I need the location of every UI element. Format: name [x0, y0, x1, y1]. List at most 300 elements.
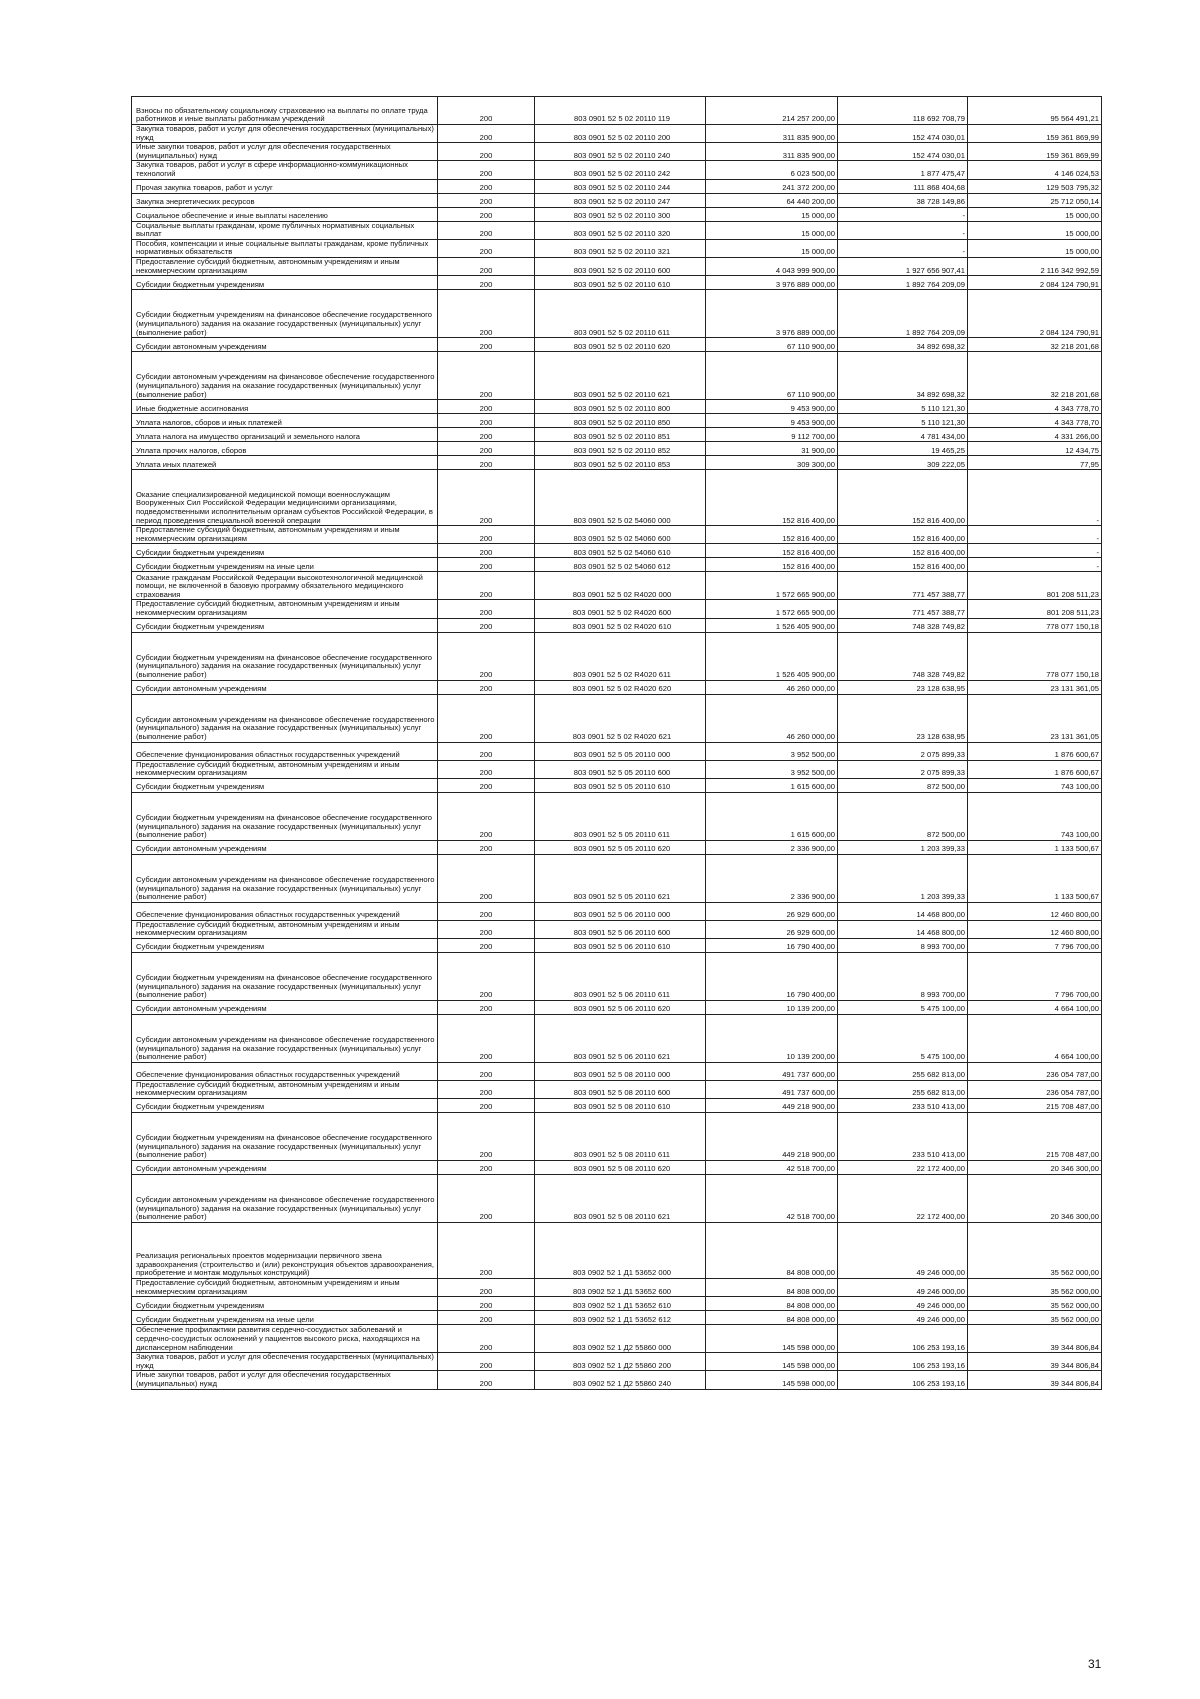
- table-row: [132, 1223, 1102, 1279]
- row-remaining-cell: 1 876 600,67: [968, 760, 1102, 778]
- row-code-cell: 200: [438, 792, 535, 840]
- table-row: [132, 760, 1102, 778]
- row-name-cell: Предоставление субсидий бюджетным, автономным учреждениям и иным некоммерческим организациям: [132, 920, 438, 938]
- row-code-cell: 200: [438, 742, 535, 760]
- row-remaining-cell: 1 133 500,67: [968, 840, 1102, 854]
- row-remaining-cell: 15 000,00: [968, 239, 1102, 257]
- row-name-cell: Субсидии автономным учреждениям: [132, 680, 438, 694]
- row-remaining-cell: 77,95: [968, 456, 1102, 470]
- row-name-cell: Предоставление субсидий бюджетным, автономным учреждениям и иным некоммерческим организациям: [132, 1279, 438, 1297]
- row-kbk-cell: 803 0901 52 5 02 20110 300: [535, 207, 706, 221]
- row-executed-cell: 152 474 030,01: [838, 143, 968, 161]
- row-remaining-cell: 801 208 511,23: [968, 600, 1102, 618]
- row-name-cell: Субсидии автономным учреждениям: [132, 840, 438, 854]
- row-approved-cell: 311 835 900,00: [706, 125, 838, 143]
- row-remaining-cell: 743 100,00: [968, 778, 1102, 792]
- row-code-cell: 200: [438, 352, 535, 400]
- row-executed-cell: 152 474 030,01: [838, 125, 968, 143]
- row-code-cell: 200: [438, 778, 535, 792]
- row-remaining-cell: -: [968, 558, 1102, 572]
- row-code-cell: 200: [438, 456, 535, 470]
- table-row: [132, 1279, 1102, 1297]
- row-approved-cell: 2 336 900,00: [706, 840, 838, 854]
- row-name-cell: Предоставление субсидий бюджетным, автономным учреждениям и иным некоммерческим организациям: [132, 526, 438, 544]
- budget-execution-table: [131, 96, 1102, 1390]
- table-row: [132, 840, 1102, 854]
- row-code-cell: 200: [438, 1311, 535, 1325]
- row-name-cell: Уплата налога на имущество организаций и земельного налога: [132, 428, 438, 442]
- table-row: [132, 938, 1102, 952]
- row-remaining-cell: 4 664 100,00: [968, 1014, 1102, 1062]
- row-executed-cell: 1 927 656 907,41: [838, 257, 968, 275]
- row-executed-cell: 152 816 400,00: [838, 544, 968, 558]
- table-row: [132, 1000, 1102, 1014]
- row-executed-cell: 34 892 698,32: [838, 338, 968, 352]
- row-executed-cell: 2 075 899,33: [838, 760, 968, 778]
- row-name-cell: Субсидии бюджетным учреждениям: [132, 938, 438, 952]
- row-code-cell: 200: [438, 1062, 535, 1080]
- row-remaining-cell: 2 116 342 992,59: [968, 257, 1102, 275]
- row-executed-cell: 748 328 749,82: [838, 632, 968, 680]
- row-kbk-cell: 803 0901 52 5 02 20110 240: [535, 143, 706, 161]
- row-remaining-cell: 20 346 300,00: [968, 1161, 1102, 1175]
- row-code-cell: 200: [438, 338, 535, 352]
- row-name-cell: Субсидии бюджетным учреждениям: [132, 276, 438, 290]
- row-approved-cell: 9 112 700,00: [706, 428, 838, 442]
- row-remaining-cell: 35 562 000,00: [968, 1279, 1102, 1297]
- row-kbk-cell: 803 0902 52 1 Д2 55860 240: [535, 1371, 706, 1389]
- table-row: [132, 1325, 1102, 1353]
- table-row: [132, 558, 1102, 572]
- row-kbk-cell: 803 0901 52 5 02 20110 320: [535, 221, 706, 239]
- row-remaining-cell: 35 562 000,00: [968, 1297, 1102, 1311]
- row-approved-cell: 152 816 400,00: [706, 470, 838, 526]
- row-code-cell: 200: [438, 694, 535, 742]
- row-code-cell: 200: [438, 442, 535, 456]
- row-remaining-cell: 12 460 800,00: [968, 902, 1102, 920]
- row-code-cell: 200: [438, 544, 535, 558]
- row-code-cell: 200: [438, 414, 535, 428]
- row-approved-cell: 1 615 600,00: [706, 792, 838, 840]
- row-name-cell: Пособия, компенсации и иные социальные выплаты гражданам, кроме публичных нормативных обязательств: [132, 239, 438, 257]
- row-executed-cell: 748 328 749,82: [838, 618, 968, 632]
- row-code-cell: 200: [438, 428, 535, 442]
- row-remaining-cell: 159 361 869,99: [968, 125, 1102, 143]
- table-row: [132, 400, 1102, 414]
- row-code-cell: 200: [438, 854, 535, 902]
- budget-table-sheet: [131, 96, 1101, 1390]
- row-executed-cell: 1 203 399,33: [838, 840, 968, 854]
- row-name-cell: Обеспечение функционирования областных государственных учреждений: [132, 742, 438, 760]
- row-approved-cell: 491 737 600,00: [706, 1062, 838, 1080]
- row-executed-cell: 19 465,25: [838, 442, 968, 456]
- table-row: [132, 952, 1102, 1000]
- row-approved-cell: 145 598 000,00: [706, 1325, 838, 1353]
- row-name-cell: Уплата налогов, сборов и иных платежей: [132, 414, 438, 428]
- table-row: [132, 1161, 1102, 1175]
- row-kbk-cell: 803 0901 52 5 02 20110 610: [535, 276, 706, 290]
- table-row: [132, 338, 1102, 352]
- row-approved-cell: 1 526 405 900,00: [706, 618, 838, 632]
- row-executed-cell: 8 993 700,00: [838, 938, 968, 952]
- row-executed-cell: 5 475 100,00: [838, 1000, 968, 1014]
- row-approved-cell: 31 900,00: [706, 442, 838, 456]
- row-code-cell: 200: [438, 1223, 535, 1279]
- row-executed-cell: 255 682 813,00: [838, 1062, 968, 1080]
- row-code-cell: 200: [438, 207, 535, 221]
- row-remaining-cell: 1 876 600,67: [968, 742, 1102, 760]
- row-executed-cell: 233 510 413,00: [838, 1099, 968, 1113]
- row-approved-cell: 3 952 500,00: [706, 760, 838, 778]
- row-executed-cell: 49 246 000,00: [838, 1297, 968, 1311]
- row-name-cell: Субсидии бюджетным учреждениям на финансовое обеспечение государственного (муниципального) задания на оказание государственных (муниципальных) услуг (выполнение работ): [132, 290, 438, 338]
- row-code-cell: 200: [438, 526, 535, 544]
- row-code-cell: 200: [438, 1113, 535, 1161]
- row-approved-cell: 1 572 665 900,00: [706, 600, 838, 618]
- row-name-cell: Предоставление субсидий бюджетным, автономным учреждениям и иным некоммерческим организациям: [132, 1080, 438, 1098]
- row-approved-cell: 84 808 000,00: [706, 1223, 838, 1279]
- row-name-cell: Оказание гражданам Российской Федерации высокотехнологичной медицинской помощи, не включенной в базовую программу обязательного медицинского страхования: [132, 572, 438, 600]
- row-code-cell: 200: [438, 618, 535, 632]
- row-remaining-cell: -: [968, 470, 1102, 526]
- row-kbk-cell: 803 0901 52 5 02 20110 850: [535, 414, 706, 428]
- row-code-cell: 200: [438, 938, 535, 952]
- row-executed-cell: 771 457 388,77: [838, 600, 968, 618]
- row-code-cell: 200: [438, 161, 535, 179]
- row-kbk-cell: 803 0901 52 5 08 20110 620: [535, 1161, 706, 1175]
- row-kbk-cell: 803 0901 52 5 02 R4020 621: [535, 694, 706, 742]
- row-code-cell: 200: [438, 600, 535, 618]
- row-name-cell: Субсидии бюджетным учреждениям: [132, 544, 438, 558]
- row-remaining-cell: 129 503 795,32: [968, 179, 1102, 193]
- row-name-cell: Иные бюджетные ассигнования: [132, 400, 438, 414]
- table-row: [132, 600, 1102, 618]
- row-remaining-cell: 1 133 500,67: [968, 854, 1102, 902]
- row-approved-cell: 15 000,00: [706, 221, 838, 239]
- row-name-cell: Иные закупки товаров, работ и услуг для обеспечения государственных (муниципальных) нужд: [132, 143, 438, 161]
- row-kbk-cell: 803 0901 52 5 02 20110 200: [535, 125, 706, 143]
- row-remaining-cell: -: [968, 526, 1102, 544]
- row-name-cell: Предоставление субсидий бюджетным, автономным учреждениям и иным некоммерческим организациям: [132, 600, 438, 618]
- row-executed-cell: 118 692 708,79: [838, 97, 968, 125]
- row-kbk-cell: 803 0901 52 5 02 20110 620: [535, 338, 706, 352]
- row-name-cell: Субсидии бюджетным учреждениям на иные цели: [132, 1311, 438, 1325]
- row-approved-cell: 3 952 500,00: [706, 742, 838, 760]
- row-executed-cell: 106 253 193,16: [838, 1353, 968, 1371]
- row-approved-cell: 145 598 000,00: [706, 1371, 838, 1389]
- row-approved-cell: 84 808 000,00: [706, 1279, 838, 1297]
- row-name-cell: Субсидии бюджетным учреждениям: [132, 1297, 438, 1311]
- table-row: [132, 428, 1102, 442]
- row-name-cell: Субсидии бюджетным учреждениям на финансовое обеспечение государственного (муниципального) задания на оказание государственных (муниципальных) услуг (выполнение работ): [132, 632, 438, 680]
- row-name-cell: Субсидии автономным учреждениям на финансовое обеспечение государственного (муниципального) задания на оказание государственных (муниципальных) услуг (выполнение работ): [132, 1014, 438, 1062]
- row-approved-cell: 449 218 900,00: [706, 1113, 838, 1161]
- row-executed-cell: 8 993 700,00: [838, 952, 968, 1000]
- table-row: [132, 221, 1102, 239]
- row-name-cell: Субсидии бюджетным учреждениям: [132, 618, 438, 632]
- row-approved-cell: 42 518 700,00: [706, 1175, 838, 1223]
- row-approved-cell: 15 000,00: [706, 239, 838, 257]
- table-row: [132, 778, 1102, 792]
- row-kbk-cell: 803 0901 52 5 02 20110 852: [535, 442, 706, 456]
- row-name-cell: Субсидии бюджетным учреждениям на финансовое обеспечение государственного (муниципального) задания на оказание государственных (муниципальных) услуг (выполнение работ): [132, 1113, 438, 1161]
- row-remaining-cell: 159 361 869,99: [968, 143, 1102, 161]
- row-name-cell: Взносы по обязательному социальному страхованию на выплаты по оплате труда работников и иные выплаты работникам учреждений: [132, 97, 438, 125]
- row-code-cell: 200: [438, 760, 535, 778]
- table-row: [132, 792, 1102, 840]
- row-approved-cell: 241 372 200,00: [706, 179, 838, 193]
- row-executed-cell: 872 500,00: [838, 792, 968, 840]
- row-name-cell: Субсидии автономным учреждениям на финансовое обеспечение государственного (муниципального) задания на оказание государственных (муниципальных) услуг (выполнение работ): [132, 352, 438, 400]
- row-kbk-cell: 803 0901 52 5 02 54060 612: [535, 558, 706, 572]
- row-executed-cell: 14 468 800,00: [838, 920, 968, 938]
- row-remaining-cell: 39 344 806,84: [968, 1325, 1102, 1353]
- row-name-cell: Обеспечение функционирования областных государственных учреждений: [132, 902, 438, 920]
- row-name-cell: Иные закупки товаров, работ и услуг для обеспечения государственных (муниципальных) нужд: [132, 1371, 438, 1389]
- table-row: [132, 632, 1102, 680]
- row-kbk-cell: 803 0901 52 5 02 20110 119: [535, 97, 706, 125]
- row-kbk-cell: 803 0901 52 5 02 20110 600: [535, 257, 706, 275]
- table-row: [132, 544, 1102, 558]
- row-code-cell: 200: [438, 1279, 535, 1297]
- row-kbk-cell: 803 0901 52 5 02 54060 000: [535, 470, 706, 526]
- row-remaining-cell: 39 344 806,84: [968, 1371, 1102, 1389]
- row-code-cell: 200: [438, 470, 535, 526]
- row-name-cell: Субсидии бюджетным учреждениям: [132, 778, 438, 792]
- row-executed-cell: -: [838, 207, 968, 221]
- row-executed-cell: 23 128 638,95: [838, 680, 968, 694]
- row-approved-cell: 9 453 900,00: [706, 400, 838, 414]
- row-kbk-cell: 803 0901 52 5 02 20110 853: [535, 456, 706, 470]
- row-name-cell: Предоставление субсидий бюджетным, автономным учреждениям и иным некоммерческим организациям: [132, 257, 438, 275]
- row-kbk-cell: 803 0901 52 5 05 20110 600: [535, 760, 706, 778]
- row-kbk-cell: 803 0901 52 5 02 20110 244: [535, 179, 706, 193]
- row-kbk-cell: 803 0902 52 1 Д1 53652 612: [535, 1311, 706, 1325]
- row-kbk-cell: 803 0901 52 5 02 R4020 000: [535, 572, 706, 600]
- row-approved-cell: 16 790 400,00: [706, 938, 838, 952]
- row-remaining-cell: 12 460 800,00: [968, 920, 1102, 938]
- row-executed-cell: 106 253 193,16: [838, 1371, 968, 1389]
- row-name-cell: Обеспечение профилактики развития сердечно-сосудистых заболеваний и сердечно-сосудистых осложнений у пациентов высокого риска, находящихся на диспансерном наблюдении: [132, 1325, 438, 1353]
- row-code-cell: 200: [438, 193, 535, 207]
- row-executed-cell: 49 246 000,00: [838, 1223, 968, 1279]
- table-row: [132, 143, 1102, 161]
- row-kbk-cell: 803 0901 52 5 02 R4020 611: [535, 632, 706, 680]
- row-approved-cell: 9 453 900,00: [706, 414, 838, 428]
- row-code-cell: 200: [438, 632, 535, 680]
- row-remaining-cell: 35 562 000,00: [968, 1311, 1102, 1325]
- row-kbk-cell: 803 0901 52 5 06 20110 000: [535, 902, 706, 920]
- row-kbk-cell: 803 0902 52 1 Д1 53652 000: [535, 1223, 706, 1279]
- row-remaining-cell: 2 084 124 790,91: [968, 276, 1102, 290]
- row-executed-cell: 34 892 698,32: [838, 352, 968, 400]
- row-remaining-cell: 12 434,75: [968, 442, 1102, 456]
- row-name-cell: Оказание специализированной медицинской помощи военнослужащим Вооруженных Сил Российской Федерации медицинскими организациями, подведомственными исполнительным органам субъектов Российской Федерации, в период проведения специальной военной операции: [132, 470, 438, 526]
- row-name-cell: Закупка энергетических ресурсов: [132, 193, 438, 207]
- table-row: [132, 1014, 1102, 1062]
- row-approved-cell: 449 218 900,00: [706, 1099, 838, 1113]
- row-remaining-cell: 778 077 150,18: [968, 632, 1102, 680]
- row-code-cell: 200: [438, 1297, 535, 1311]
- row-approved-cell: 2 336 900,00: [706, 854, 838, 902]
- row-remaining-cell: 25 712 050,14: [968, 193, 1102, 207]
- row-remaining-cell: 236 054 787,00: [968, 1080, 1102, 1098]
- row-executed-cell: 1 877 475,47: [838, 161, 968, 179]
- row-kbk-cell: 803 0902 52 1 Д2 55860 200: [535, 1353, 706, 1371]
- table-row: [132, 257, 1102, 275]
- row-code-cell: 200: [438, 97, 535, 125]
- row-executed-cell: 1 203 399,33: [838, 854, 968, 902]
- row-kbk-cell: 803 0901 52 5 08 20110 610: [535, 1099, 706, 1113]
- row-approved-cell: 311 835 900,00: [706, 143, 838, 161]
- row-remaining-cell: 15 000,00: [968, 221, 1102, 239]
- row-name-cell: Уплата иных платежей: [132, 456, 438, 470]
- row-remaining-cell: 32 218 201,68: [968, 338, 1102, 352]
- row-code-cell: 200: [438, 1099, 535, 1113]
- row-executed-cell: 1 892 764 209,09: [838, 276, 968, 290]
- row-kbk-cell: 803 0901 52 5 08 20110 600: [535, 1080, 706, 1098]
- row-approved-cell: 152 816 400,00: [706, 558, 838, 572]
- row-code-cell: 200: [438, 1325, 535, 1353]
- table-row: [132, 1371, 1102, 1389]
- row-code-cell: 200: [438, 257, 535, 275]
- row-kbk-cell: 803 0901 52 5 02 20110 851: [535, 428, 706, 442]
- row-approved-cell: 214 257 200,00: [706, 97, 838, 125]
- row-kbk-cell: 803 0901 52 5 02 20110 621: [535, 352, 706, 400]
- row-remaining-cell: 7 796 700,00: [968, 938, 1102, 952]
- row-executed-cell: 5 475 100,00: [838, 1014, 968, 1062]
- row-name-cell: Уплата прочих налогов, сборов: [132, 442, 438, 456]
- row-remaining-cell: 236 054 787,00: [968, 1062, 1102, 1080]
- row-executed-cell: 111 868 404,68: [838, 179, 968, 193]
- row-approved-cell: 10 139 200,00: [706, 1000, 838, 1014]
- row-remaining-cell: 23 131 361,05: [968, 694, 1102, 742]
- row-kbk-cell: 803 0902 52 1 Д2 55860 000: [535, 1325, 706, 1353]
- row-remaining-cell: 20 346 300,00: [968, 1175, 1102, 1223]
- table-row: [132, 742, 1102, 760]
- row-code-cell: 200: [438, 572, 535, 600]
- row-code-cell: 200: [438, 840, 535, 854]
- row-approved-cell: 26 929 600,00: [706, 920, 838, 938]
- table-row: [132, 902, 1102, 920]
- row-kbk-cell: 803 0901 52 5 02 20110 321: [535, 239, 706, 257]
- row-approved-cell: 145 598 000,00: [706, 1353, 838, 1371]
- row-remaining-cell: 4 146 024,53: [968, 161, 1102, 179]
- row-remaining-cell: 7 796 700,00: [968, 952, 1102, 1000]
- row-kbk-cell: 803 0901 52 5 08 20110 000: [535, 1062, 706, 1080]
- row-name-cell: Обеспечение функционирования областных государственных учреждений: [132, 1062, 438, 1080]
- row-executed-cell: 152 816 400,00: [838, 470, 968, 526]
- row-name-cell: Закупка товаров, работ и услуг в сфере информационно-коммуникационных технологий: [132, 161, 438, 179]
- row-code-cell: 200: [438, 1371, 535, 1389]
- row-name-cell: Прочая закупка товаров, работ и услуг: [132, 179, 438, 193]
- row-executed-cell: 106 253 193,16: [838, 1325, 968, 1353]
- table-row: [132, 125, 1102, 143]
- row-approved-cell: 84 808 000,00: [706, 1311, 838, 1325]
- row-kbk-cell: 803 0901 52 5 08 20110 611: [535, 1113, 706, 1161]
- row-executed-cell: 22 172 400,00: [838, 1175, 968, 1223]
- row-code-cell: 200: [438, 179, 535, 193]
- row-kbk-cell: 803 0901 52 5 05 20110 000: [535, 742, 706, 760]
- row-executed-cell: 22 172 400,00: [838, 1161, 968, 1175]
- row-name-cell: Реализация региональных проектов модернизации первичного звена здравоохранения (строительство и (или) реконструкция объектов здравоохранения, приобретение и монтаж модульных конструкций): [132, 1223, 438, 1279]
- row-executed-cell: 1 892 764 209,09: [838, 290, 968, 338]
- row-executed-cell: 152 816 400,00: [838, 526, 968, 544]
- table-row: [132, 1353, 1102, 1371]
- row-approved-cell: 26 929 600,00: [706, 902, 838, 920]
- row-executed-cell: 4 781 434,00: [838, 428, 968, 442]
- row-executed-cell: 233 510 413,00: [838, 1113, 968, 1161]
- row-code-cell: 200: [438, 239, 535, 257]
- row-approved-cell: 152 816 400,00: [706, 544, 838, 558]
- row-approved-cell: 10 139 200,00: [706, 1014, 838, 1062]
- row-remaining-cell: 215 708 487,00: [968, 1113, 1102, 1161]
- row-approved-cell: 42 518 700,00: [706, 1161, 838, 1175]
- row-name-cell: Социальное обеспечение и иные выплаты населению: [132, 207, 438, 221]
- row-executed-cell: 255 682 813,00: [838, 1080, 968, 1098]
- row-kbk-cell: 803 0901 52 5 05 20110 621: [535, 854, 706, 902]
- row-name-cell: Закупка товаров, работ и услуг для обеспечения государственных (муниципальных) нужд: [132, 1353, 438, 1371]
- row-approved-cell: 1 526 405 900,00: [706, 632, 838, 680]
- table-row: [132, 1175, 1102, 1223]
- table-row: [132, 1311, 1102, 1325]
- row-name-cell: Субсидии бюджетным учреждениям на финансовое обеспечение государственного (муниципального) задания на оказание государственных (муниципальных) услуг (выполнение работ): [132, 952, 438, 1000]
- row-name-cell: Субсидии бюджетным учреждениям на финансовое обеспечение государственного (муниципального) задания на оказание государственных (муниципальных) услуг (выполнение работ): [132, 792, 438, 840]
- row-remaining-cell: 95 564 491,21: [968, 97, 1102, 125]
- row-remaining-cell: 4 343 778,70: [968, 400, 1102, 414]
- row-kbk-cell: 803 0901 52 5 05 20110 610: [535, 778, 706, 792]
- table-row: [132, 526, 1102, 544]
- row-approved-cell: 67 110 900,00: [706, 338, 838, 352]
- table-row: [132, 920, 1102, 938]
- row-remaining-cell: 743 100,00: [968, 792, 1102, 840]
- row-approved-cell: 6 023 500,00: [706, 161, 838, 179]
- row-code-cell: 200: [438, 125, 535, 143]
- table-row: [132, 1080, 1102, 1098]
- row-approved-cell: 15 000,00: [706, 207, 838, 221]
- row-code-cell: 200: [438, 1000, 535, 1014]
- row-approved-cell: 46 260 000,00: [706, 694, 838, 742]
- row-approved-cell: 1 615 600,00: [706, 778, 838, 792]
- row-executed-cell: 23 128 638,95: [838, 694, 968, 742]
- row-kbk-cell: 803 0901 52 5 02 R4020 610: [535, 618, 706, 632]
- row-remaining-cell: 4 331 266,00: [968, 428, 1102, 442]
- table-row: [132, 276, 1102, 290]
- row-name-cell: Субсидии автономным учреждениям на финансовое обеспечение государственного (муниципального) задания на оказание государственных (муниципальных) услуг (выполнение работ): [132, 854, 438, 902]
- row-remaining-cell: 4 664 100,00: [968, 1000, 1102, 1014]
- row-name-cell: Субсидии автономным учреждениям: [132, 1000, 438, 1014]
- row-remaining-cell: 801 208 511,23: [968, 572, 1102, 600]
- row-approved-cell: 1 572 665 900,00: [706, 572, 838, 600]
- row-approved-cell: 84 808 000,00: [706, 1297, 838, 1311]
- row-remaining-cell: 2 084 124 790,91: [968, 290, 1102, 338]
- row-code-cell: 200: [438, 276, 535, 290]
- row-kbk-cell: 803 0902 52 1 Д1 53652 610: [535, 1297, 706, 1311]
- table-row: [132, 1297, 1102, 1311]
- row-executed-cell: 771 457 388,77: [838, 572, 968, 600]
- row-approved-cell: 67 110 900,00: [706, 352, 838, 400]
- row-name-cell: Закупка товаров, работ и услуг для обеспечения государственных (муниципальных) нужд: [132, 125, 438, 143]
- row-kbk-cell: 803 0901 52 5 02 20110 242: [535, 161, 706, 179]
- row-approved-cell: 152 816 400,00: [706, 526, 838, 544]
- row-code-cell: 200: [438, 920, 535, 938]
- row-executed-cell: 5 110 121,30: [838, 400, 968, 414]
- row-approved-cell: 64 440 200,00: [706, 193, 838, 207]
- table-row: [132, 414, 1102, 428]
- row-kbk-cell: 803 0901 52 5 06 20110 610: [535, 938, 706, 952]
- row-name-cell: Субсидии автономным учреждениям: [132, 1161, 438, 1175]
- row-executed-cell: -: [838, 239, 968, 257]
